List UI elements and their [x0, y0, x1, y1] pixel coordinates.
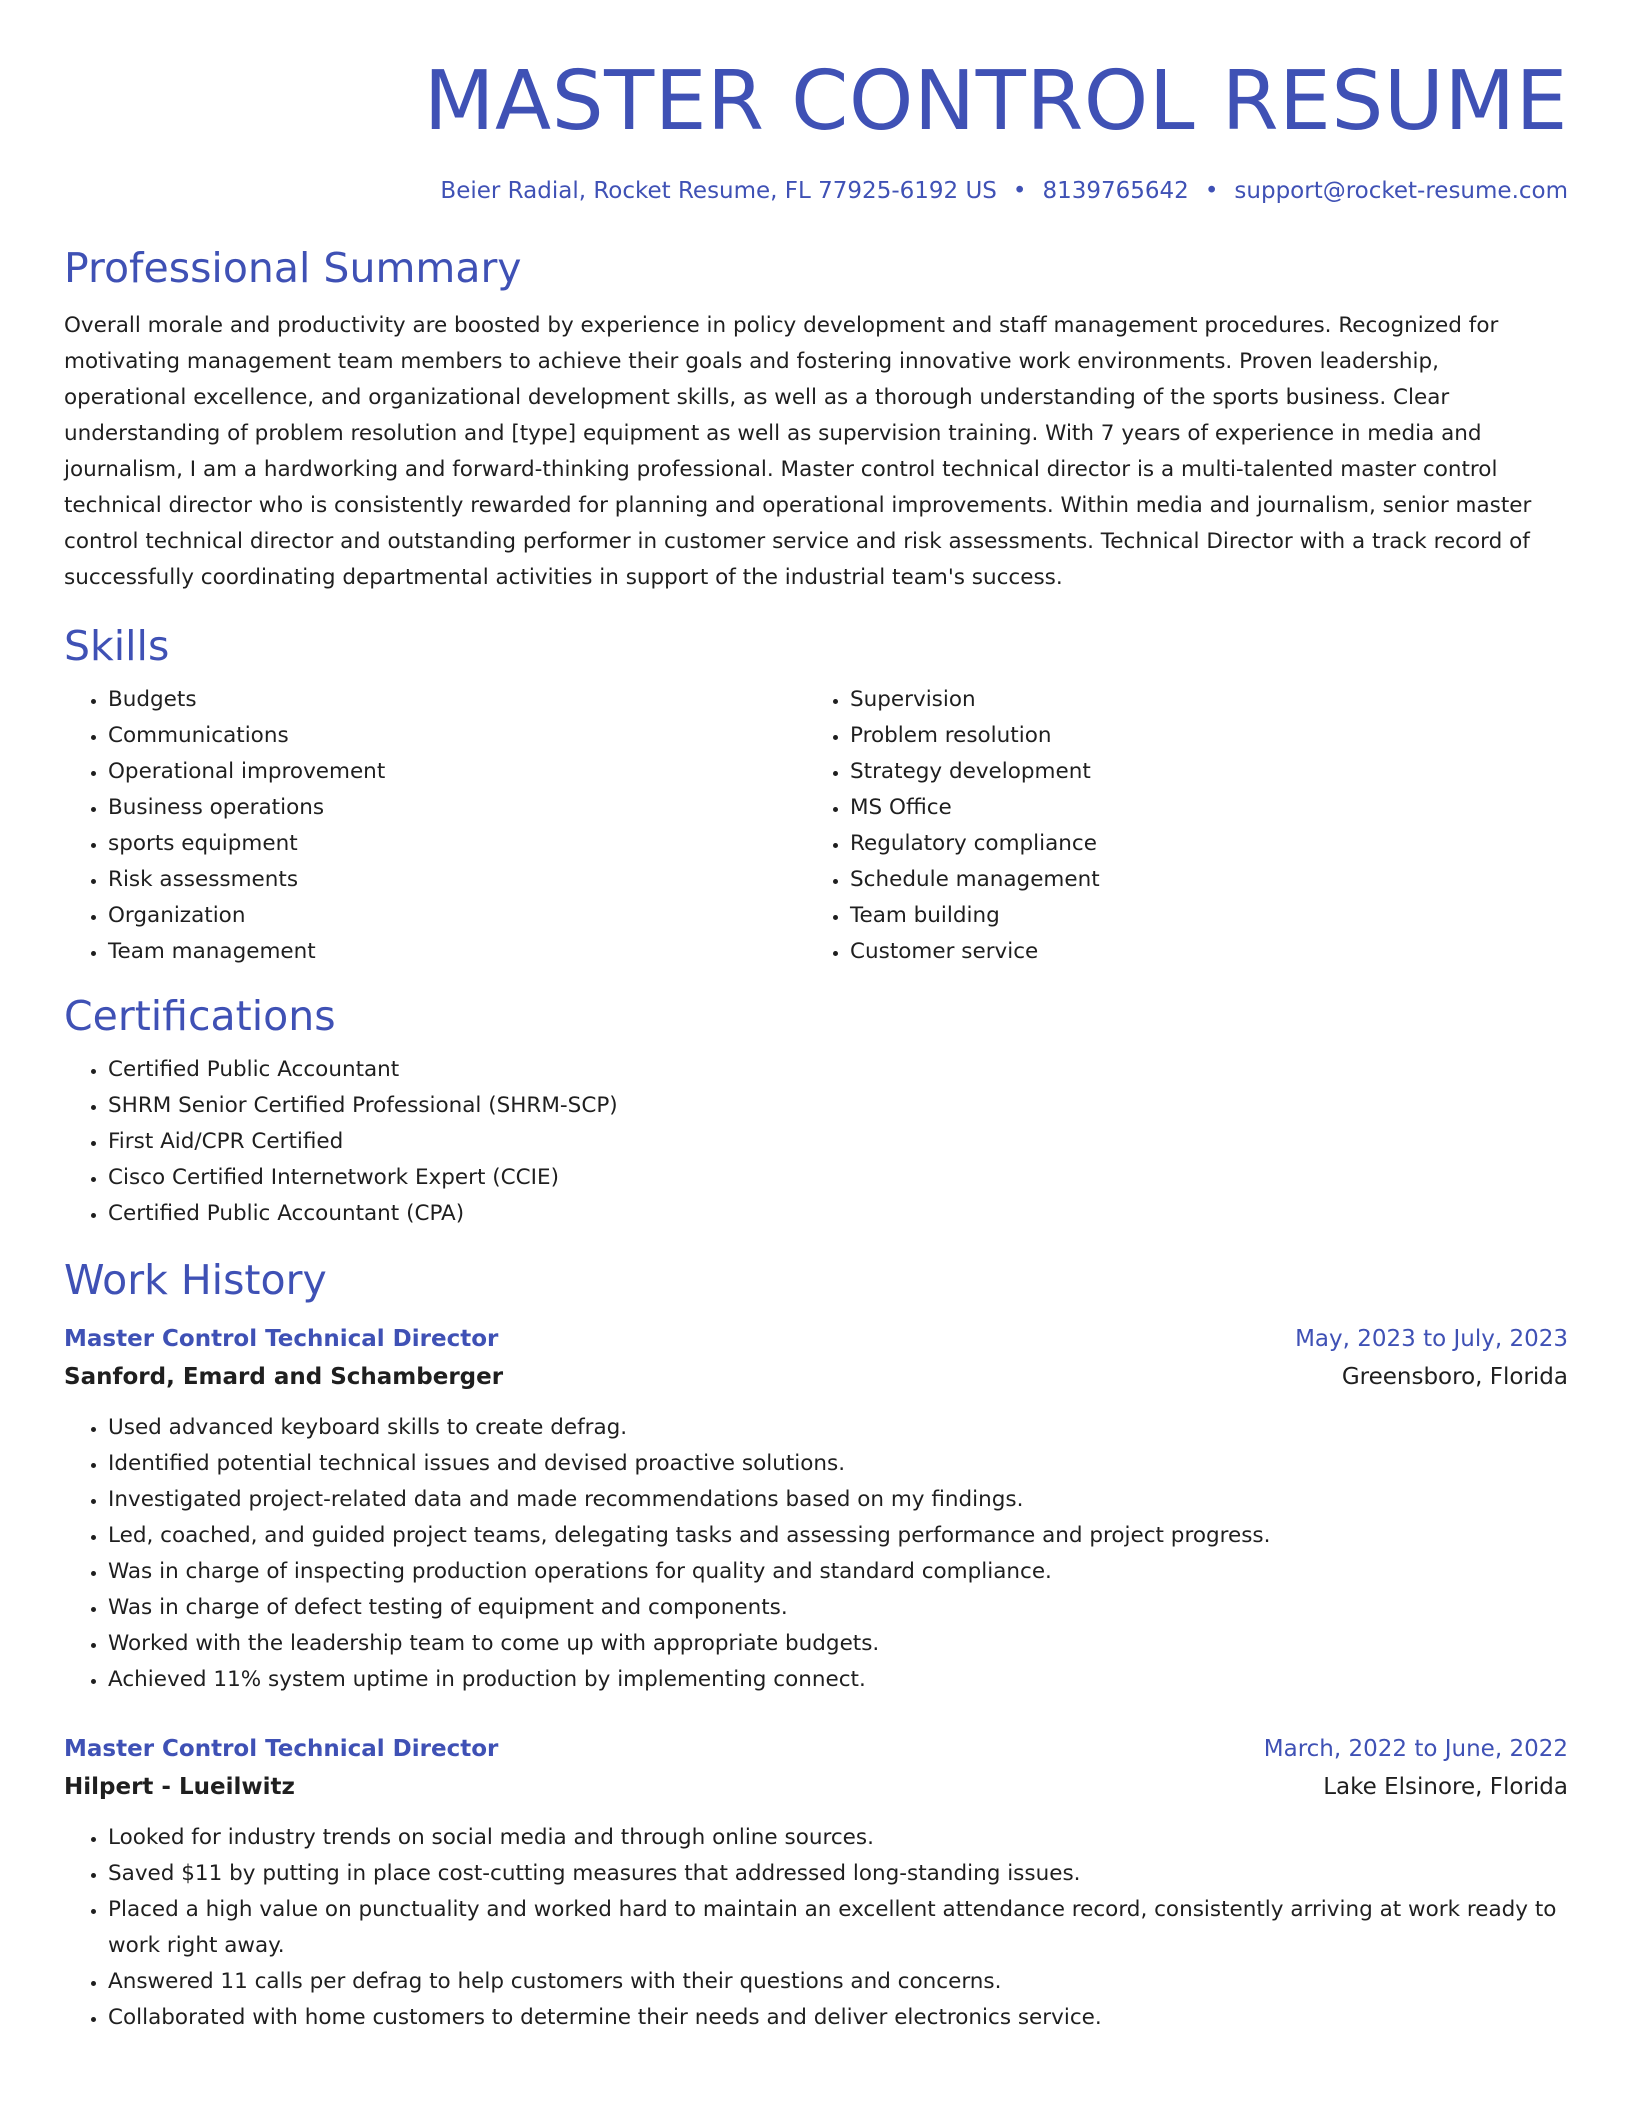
job-dates: March, 2022 to June, 2022 — [1263, 1736, 1568, 1762]
skill-item: • MS Office — [850, 790, 1548, 826]
certifications-list — [64, 1052, 1568, 1232]
skill-item: • Budgets — [108, 682, 806, 718]
skill-item: • Business operations — [108, 790, 806, 826]
job-bullet: • Looked for industry trends on social media and through online sources. — [108, 1820, 1568, 1856]
skill-item: • Team building — [850, 898, 1548, 934]
job-entry — [64, 1320, 1568, 1698]
job-bullet-list — [64, 1410, 1568, 1698]
job-bullet: • Was in charge of defect testing of equipment and components. — [108, 1590, 1568, 1626]
skill-item: • Schedule management — [850, 862, 1548, 898]
skill-item: • Risk assessments — [108, 862, 806, 898]
contact-line — [64, 176, 1568, 206]
skills-columns — [64, 682, 1568, 970]
contact-address: Beier Radial, Rocket Resume, FL 77925-6192 US — [440, 178, 997, 204]
job-entry — [64, 1730, 1568, 2036]
contact-separator: • — [1204, 178, 1219, 204]
skill-item: • Organization — [108, 898, 806, 934]
job-bullet: • Identified potential technical issues and devised proactive solutions. — [108, 1446, 1568, 1482]
job-bullet: • Saved $11 by putting in place cost-cutting measures that addressed long-standing issues. — [108, 1856, 1568, 1892]
work-history-heading: Work History — [64, 1256, 327, 1304]
skills-heading: Skills — [64, 622, 170, 670]
job-header-row — [64, 1730, 1568, 1768]
skills-list-left — [64, 682, 806, 970]
job-bullet: • Achieved 11% system uptime in production by implementing connect. — [108, 1662, 1568, 1698]
job-dates: May, 2023 to July, 2023 — [1295, 1326, 1568, 1352]
skills-column-left — [64, 682, 806, 970]
contact-email: support@rocket-resume.com — [1234, 178, 1568, 204]
skill-item: • sports equipment — [108, 826, 806, 862]
contact-phone: 8139765642 — [1042, 178, 1189, 204]
skills-list-right — [806, 682, 1548, 970]
job-company: Sanford, Emard and Schamberger — [64, 1364, 504, 1390]
certification-item: • Certified Public Accountant — [108, 1052, 1568, 1088]
skill-item: • Team management — [108, 934, 806, 970]
skill-item: • Supervision — [850, 682, 1548, 718]
certification-item: • Certified Public Accountant (CPA) — [108, 1196, 1568, 1232]
job-bullet: • Was in charge of inspecting production operations for quality and standard compliance. — [108, 1554, 1568, 1590]
skill-item: • Problem resolution — [850, 718, 1548, 754]
job-bullet-list — [64, 1820, 1568, 2036]
job-bullet: • Led, coached, and guided project teams, delegating tasks and assessing performance and project progress. — [108, 1518, 1568, 1554]
contact-separator: • — [1012, 178, 1027, 204]
job-company: Hilpert - Lueilwitz — [64, 1774, 295, 1800]
job-location: Greensboro, Florida — [1341, 1364, 1568, 1390]
job-company-row — [64, 1358, 1568, 1396]
skill-item: • Customer service — [850, 934, 1548, 970]
job-bullet: • Worked with the leadership team to come up with appropriate budgets. — [108, 1626, 1568, 1662]
skill-item: • Communications — [108, 718, 806, 754]
job-bullet: • Placed a high value on punctuality and worked hard to maintain an excellent attendance record, consistently arriving at work ready to work right away. — [108, 1892, 1568, 1964]
job-company-row — [64, 1768, 1568, 1806]
summary-heading: Professional Summary — [64, 244, 522, 292]
certification-item: • Cisco Certified Internetwork Expert (CCIE) — [108, 1160, 1568, 1196]
skill-item: • Strategy development — [850, 754, 1548, 790]
skill-item: • Regulatory compliance — [850, 826, 1548, 862]
job-bullet: • Investigated project-related data and made recommendations based on my findings. — [108, 1482, 1568, 1518]
job-location: Lake Elsinore, Florida — [1323, 1774, 1568, 1800]
certification-item: • First Aid/CPR Certified — [108, 1124, 1568, 1160]
job-title: Master Control Technical Director — [64, 1736, 499, 1762]
summary-text: Overall morale and productivity are boosted by experience in policy development and staff management procedures. Recognized for motivating management team members to achieve their goals and fostering innovative work environments. Proven leadership, operational excellence, and organizational development skills, as well as a thorough understanding of the sports business. Clear understanding of problem resolution and [type] equipment as well as supervision training. With 7 years of experience in media and journalism, I am a hardworking and forward-thinking professional. Master control technical director is a multi-talented master control technical director who is consistently rewarded for planning and operational improvements. Within media and journalism, senior master control technical director and outstanding performer in customer service and risk assessments. Technical Director with a track record of successfully coordinating departmental activities in support of the industrial team's success. — [64, 313, 1532, 590]
job-bullet: • Used advanced keyboard skills to create defrag. — [108, 1410, 1568, 1446]
resume-title: MASTER CONTROL RESUME — [423, 54, 1568, 149]
skills-column-right — [806, 682, 1548, 970]
job-title: Master Control Technical Director — [64, 1326, 499, 1352]
job-bullet: • Collaborated with home customers to determine their needs and deliver electronics service. — [108, 2000, 1568, 2036]
skill-item: • Operational improvement — [108, 754, 806, 790]
job-header-row — [64, 1320, 1568, 1358]
certification-item: • SHRM Senior Certified Professional (SHRM-SCP) — [108, 1088, 1568, 1124]
job-bullet: • Answered 11 calls per defrag to help customers with their questions and concerns. — [108, 1964, 1568, 2000]
certifications-heading: Certifications — [64, 992, 336, 1040]
